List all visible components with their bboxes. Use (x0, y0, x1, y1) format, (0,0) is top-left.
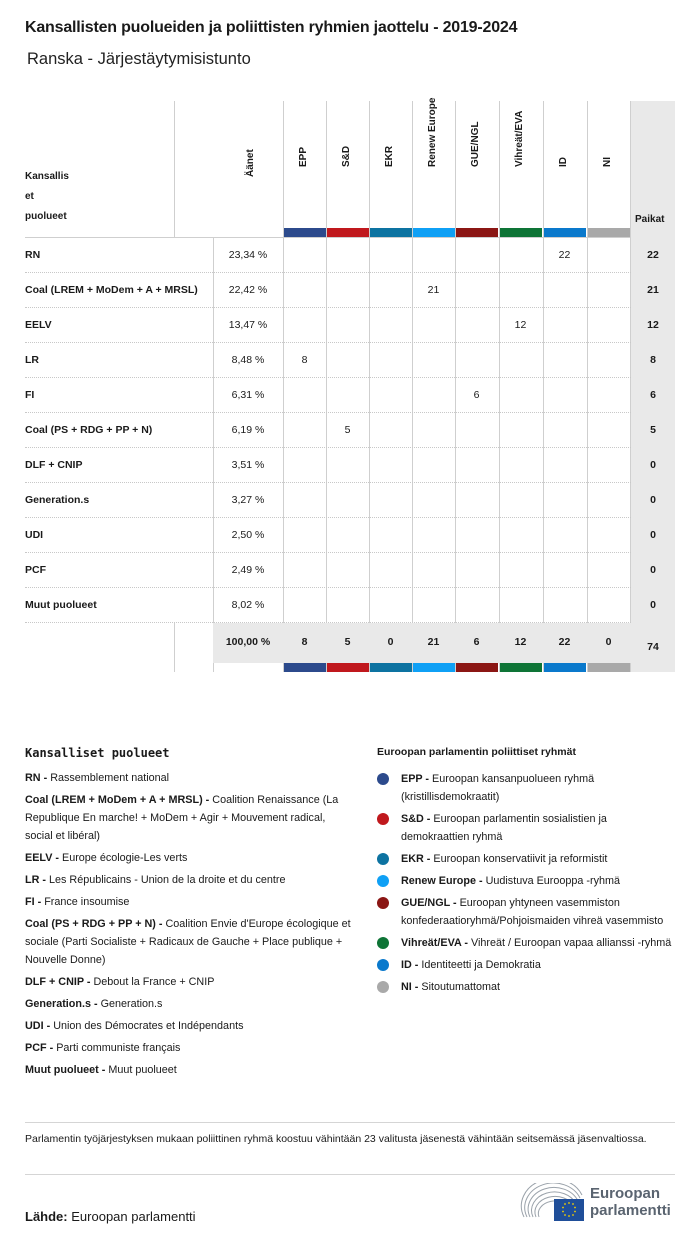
party-name: LR (25, 354, 39, 366)
party-full-name: Les Républicains - Union de la droite et du centre (49, 874, 286, 886)
table-row (25, 343, 675, 378)
group-full-name: Sitoutumattomat (421, 981, 501, 993)
table-row (25, 238, 675, 273)
group-total-seats: 12 (514, 636, 527, 648)
party-name: Generation.s (25, 494, 90, 506)
group-color-bar (456, 228, 498, 237)
group-abbreviation: ID - (401, 959, 419, 971)
party-name: RN (25, 249, 41, 261)
logo-text: Euroopan parlamentti (590, 1185, 671, 1219)
group-header-ni: NI (602, 157, 613, 167)
national-party-legend-item (25, 769, 355, 787)
vote-share: 8,02 % (231, 599, 265, 611)
party-full-name: Europe écologie-Les verts (62, 852, 188, 864)
divider (25, 1174, 675, 1175)
party-name: Coal (LREM + MoDem + A + MRSL) (25, 284, 198, 296)
grand-total-seats: 74 (647, 641, 659, 653)
group-total-seats: 5 (344, 636, 351, 648)
group-color-bar (327, 228, 369, 237)
page-subtitle: Ranska - Järjestäytymisistunto (27, 50, 251, 68)
vote-share: 13,47 % (228, 319, 268, 331)
total-seats: 0 (650, 529, 656, 541)
table-row (25, 553, 675, 588)
group-legend-item (377, 872, 677, 890)
group-total-seats: 0 (387, 636, 394, 648)
party-abbreviation: Muut puolueet - (25, 1064, 106, 1076)
vote-share: 6,19 % (231, 424, 265, 436)
party-abbreviation: DLF + CNIP - (25, 976, 91, 988)
party-abbreviation: Coal (LREM + MoDem + A + MRSL) - (25, 794, 210, 806)
group-abbreviation: NI - (401, 981, 419, 993)
group-color-dot-icon (377, 875, 389, 887)
rules-note: Parlamentin työjärjestyksen mukaan poliittinen ryhmä koostuu vähintään 23 valitusta jäsenestä vähintään seitsemässä jäsenvaltiossa. (25, 1133, 647, 1145)
table-row (25, 308, 675, 343)
party-full-name: Muut puolueet (108, 1064, 177, 1076)
parliament-hemicycle-icon (518, 1183, 588, 1223)
group-color-bar (370, 228, 412, 237)
group-full-name: Vihreät / Euroopan vapaa allianssi -ryhmä (471, 937, 672, 949)
group-header-id: ID (558, 157, 569, 167)
group-header-ekr: EKR (384, 145, 395, 167)
divider (25, 1122, 675, 1123)
group-full-name: Euroopan kansanpuolueen ryhmä (kristillisdemokraatit) (401, 773, 595, 803)
group-color-bar (544, 228, 586, 237)
party-name: EELV (25, 319, 52, 331)
vote-share: 2,49 % (231, 564, 265, 576)
group-abbreviation: EPP - (401, 773, 430, 785)
table-row (25, 588, 675, 623)
total-seats: 22 (647, 249, 659, 261)
national-party-legend-item (25, 791, 355, 845)
group-legend-item (377, 850, 677, 868)
group-seat-cell: 21 (427, 284, 440, 296)
vote-share: 6,31 % (231, 389, 265, 401)
group-color-bar (284, 228, 326, 237)
national-party-legend-item (25, 871, 355, 889)
party-column-header: Kansallis et puolueet (25, 171, 69, 222)
group-color-bar (413, 228, 455, 237)
party-name: FI (25, 389, 35, 401)
party-name: UDI (25, 529, 44, 541)
total-seats: 6 (650, 389, 656, 401)
party-abbreviation: RN - (25, 772, 48, 784)
party-full-name: Rassemblement national (50, 772, 170, 784)
political-groups-legend (377, 746, 677, 1000)
table-row (25, 413, 675, 448)
source-label: Lähde: (25, 1209, 68, 1224)
table-row (25, 448, 675, 483)
group-seat-cell: 6 (473, 389, 480, 401)
party-full-name: Union des Démocrates et Indépendants (53, 1020, 244, 1032)
votes-column-header: Äänet (245, 149, 256, 177)
group-total-seats: 0 (605, 636, 612, 648)
national-party-legend-item (25, 1061, 355, 1079)
group-color-bar (588, 228, 630, 237)
group-legend-item (377, 956, 677, 974)
party-full-name: Debout la France + CNIP (93, 976, 215, 988)
total-seats: 12 (647, 319, 659, 331)
party-name: Muut puolueet (25, 599, 97, 611)
total-vote-share: 100,00 % (225, 636, 271, 648)
party-full-name: Parti communiste français (56, 1042, 181, 1054)
group-total-seats: 22 (558, 636, 571, 648)
vote-share: 3,27 % (231, 494, 265, 506)
group-color-dot-icon (377, 897, 389, 909)
group-color-dot-icon (377, 813, 389, 825)
group-legend-item (377, 894, 677, 930)
total-seats: 8 (650, 354, 656, 366)
total-seats: 0 (650, 564, 656, 576)
group-seat-cell: 8 (301, 354, 308, 366)
group-header-vihre-t-eva: Vihreät/EVA (514, 110, 525, 167)
vote-share: 2,50 % (231, 529, 265, 541)
party-abbreviation: FI - (25, 896, 42, 908)
group-header-epp: EPP (298, 146, 309, 167)
party-abbreviation: EELV - (25, 852, 59, 864)
group-total-seats: 6 (473, 636, 480, 648)
party-name: PCF (25, 564, 46, 576)
vote-share: 3,51 % (231, 459, 265, 471)
table-row (25, 273, 675, 308)
source-line (25, 1209, 196, 1224)
group-seat-cell: 22 (558, 249, 571, 261)
national-party-legend-item (25, 1039, 355, 1057)
table-row (25, 483, 675, 518)
national-party-legend-item (25, 1017, 355, 1035)
group-color-bar (500, 228, 542, 237)
group-header-s-d: S&D (341, 145, 352, 167)
group-full-name: Euroopan parlamentin sosialistien ja demokraattien ryhmä (401, 813, 607, 843)
group-color-dot-icon (377, 981, 389, 993)
table-row (25, 378, 675, 413)
party-abbreviation: UDI - (25, 1020, 51, 1032)
party-full-name: Generation.s (100, 998, 163, 1010)
group-color-dot-icon (377, 773, 389, 785)
party-abbreviation: Coal (PS + RDG + PP + N) - (25, 918, 163, 930)
group-legend-item (377, 934, 677, 952)
table-row (25, 518, 675, 553)
group-total-seats: 8 (301, 636, 308, 648)
group-full-name: Uudistuva Eurooppa -ryhmä (485, 875, 621, 887)
group-legend-item (377, 978, 677, 996)
party-full-name: Coalition Renaissance (La Republique En marche! + MoDem + Agir + Mouvement radical, social et libéral) (25, 794, 339, 842)
group-color-dot-icon (377, 959, 389, 971)
national-party-legend-item (25, 893, 355, 911)
total-seats: 0 (650, 459, 656, 471)
group-color-dot-icon (377, 853, 389, 865)
group-abbreviation: Renew Europe - (401, 875, 483, 887)
group-header-renew-europe: Renew Europe (427, 97, 438, 167)
page-title: Kansallisten puolueiden ja poliittisten ryhmien jaottelu - 2019-2024 (25, 19, 518, 36)
group-full-name: Euroopan yhtyneen vasemmiston konfederaatioryhmä/Pohjoismaiden vihreä vasemmisto (401, 897, 664, 927)
national-party-legend-item (25, 849, 355, 867)
party-full-name: France insoumise (44, 896, 130, 908)
group-abbreviation: S&D - (401, 813, 431, 825)
column-divider (174, 101, 175, 238)
total-seats: 21 (647, 284, 659, 296)
group-total-seats: 21 (427, 636, 440, 648)
group-full-name: Identiteetti ja Demokratia (421, 959, 541, 971)
group-abbreviation: GUE/NGL - (401, 897, 457, 909)
source-value: Euroopan parlamentti (71, 1209, 196, 1224)
party-abbreviation: PCF - (25, 1042, 54, 1054)
national-party-legend-item (25, 995, 355, 1013)
national-parties-legend (25, 746, 355, 1083)
group-legend-item (377, 770, 677, 806)
vote-share: 22,42 % (228, 284, 268, 296)
group-color-dot-icon (377, 937, 389, 949)
group-header-gue-ngl: GUE/NGL (470, 121, 481, 167)
seats-column-header: Paikat (635, 214, 665, 225)
group-legend-item (377, 810, 677, 846)
national-party-legend-item (25, 973, 355, 991)
group-abbreviation: EKR - (401, 853, 431, 865)
group-abbreviation: Vihreät/EVA - (401, 937, 469, 949)
group-full-name: Euroopan konservatiivit ja reformistit (433, 853, 608, 865)
party-name: Coal (PS + RDG + PP + N) (25, 424, 153, 436)
total-seats: 0 (650, 599, 656, 611)
vote-share: 8,48 % (231, 354, 265, 366)
national-party-legend-item (25, 915, 355, 969)
groups-legend-title: Euroopan parlamentin poliittiset ryhmät (377, 746, 576, 758)
party-name: DLF + CNIP (25, 459, 83, 471)
national-legend-title: Kansalliset puolueet (25, 746, 170, 760)
totals-row (25, 623, 675, 671)
party-abbreviation: Generation.s - (25, 998, 98, 1010)
european-parliament-logo (518, 1183, 678, 1225)
party-full-name: Coalition Envie d'Europe écologique et sociale (Parti Socialiste + Radicaux de Gauche + Place publique + Nouvelle Donne) (25, 918, 351, 966)
group-seat-cell: 5 (344, 424, 351, 436)
total-seats: 5 (650, 424, 656, 436)
vote-share: 23,34 % (228, 249, 268, 261)
total-seats: 0 (650, 494, 656, 506)
group-seat-cell: 12 (514, 319, 527, 331)
party-abbreviation: LR - (25, 874, 46, 886)
